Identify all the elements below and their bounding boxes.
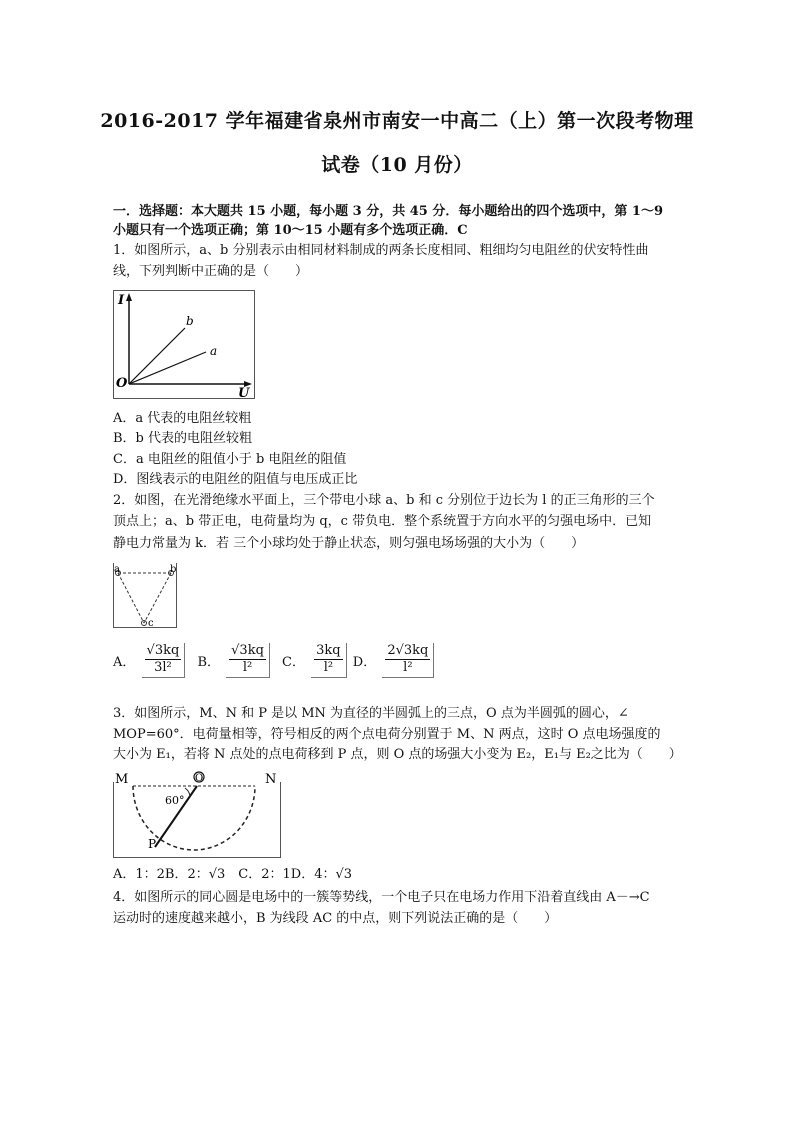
q2-option-b-denominator: l² bbox=[242, 660, 253, 675]
q2-triangle-figure bbox=[113, 563, 179, 629]
q2-options-row bbox=[113, 643, 436, 678]
q1-option-c: C．a 电阻丝的阻值小于 b 电阻丝的阻值 bbox=[113, 452, 347, 467]
q2-label-b: b bbox=[170, 564, 177, 575]
q2-option-d-denominator: l² bbox=[403, 660, 413, 675]
q3-stem-line2: MOP=60°．电荷量相等，符号相反的两个点电荷分别置于 M、N 两点，这时 O 点电场强度的 bbox=[113, 727, 661, 742]
q2-option-b-fraction bbox=[226, 643, 270, 678]
q2-label-a: a bbox=[114, 564, 120, 575]
q2-option-d-numerator: 2√3kq bbox=[387, 643, 429, 658]
q3-label-angle: 60° bbox=[165, 794, 185, 807]
q1-x-label: U bbox=[238, 386, 250, 401]
section-instruction-line1: 一．选择题：本大题共 15 小题，每小题 3 分，共 45 分．每小题给出的四个选项中，第 1～9 bbox=[113, 204, 663, 219]
q4-stem-line1: 4．如图所示的同心圆是电场中的一簇等势线，一个电子只在电场力作用下沿着直线由 A－→C bbox=[113, 890, 650, 905]
q2-side-bc bbox=[144, 573, 171, 623]
q2-side-ac bbox=[118, 573, 144, 623]
q3-options: A．1：2B．2：√3 C．2：1D．4：√3 bbox=[113, 867, 353, 882]
q1-label-a: a bbox=[210, 344, 218, 358]
q1-y-label: I bbox=[118, 293, 125, 308]
q2-option-a-denominator: 3l² bbox=[154, 660, 172, 675]
q2-option-b-numerator: √3kq bbox=[231, 643, 264, 658]
q2-option-c-denominator: l² bbox=[323, 660, 334, 675]
q2-option-d-label: D． bbox=[352, 655, 377, 670]
q2-option-a-label: A． bbox=[113, 655, 136, 670]
q3-stem-line3: 大小为 E₁，若将 N 点处的点电荷移到 P 点，则 O 点的场强大小变为 E₂，E₁与 E₂之比为（ ） bbox=[113, 747, 682, 762]
q2-label-c: c bbox=[148, 618, 154, 629]
q3-angle-arc bbox=[185, 788, 190, 796]
q1-origin-label: O bbox=[116, 376, 128, 391]
q1-label-b: b bbox=[186, 314, 194, 328]
q1-line-b bbox=[129, 328, 185, 384]
q2-option-a-numerator: √3kq bbox=[146, 643, 180, 658]
q2-stem-line3: 静电力常量为 k．若 三个小球均处于静止状态，则匀强电场场强的大小为（ ） bbox=[113, 536, 585, 551]
q1-stem-line1: 1．如图所示，a、b 分别表示由相同材料制成的两条长度相同、粗细均匀电阻丝的伏安特性曲 bbox=[113, 243, 649, 258]
section-instruction-line2: 小题只有一个选项正确；第 10～15 小题有多个选项正确．C bbox=[113, 223, 468, 238]
q2-option-c-label: C． bbox=[282, 655, 305, 670]
exam-title-line1: 2016-2017 学年福建省泉州市南安一中高二（上）第一次段考物理 bbox=[100, 110, 694, 132]
q3-semicircle-figure bbox=[113, 768, 281, 860]
q1-stem-line2: 线，下列判断中正确的是（ ） bbox=[113, 264, 309, 279]
q1-option-a: A．a 代表的电阻丝较粗 bbox=[113, 411, 252, 426]
q3-label-n: N bbox=[265, 772, 277, 787]
q1-iu-graph bbox=[113, 290, 258, 402]
q2-option-c-numerator: 3kq bbox=[316, 643, 341, 658]
q2-stem-line1: 2．如图，在光滑绝缘水平面上，三个带电小球 a、b 和 c 分别位于边长为 l 的正三角形的三个 bbox=[113, 493, 655, 508]
q3-label-o: O bbox=[195, 773, 204, 784]
q1-y-axis-arrow bbox=[126, 293, 132, 301]
q3-label-p: P bbox=[148, 837, 157, 851]
q2-stem-line2: 顶点上；a、b 带正电，电荷量均为 q，c 带负电．整个系统置于方向水平的匀强电场中．已知 bbox=[113, 514, 652, 529]
q3-stem-line1: 3．如图所示，M、N 和 P 是以 MN 为直径的半圆弧上的三点，O 点为半圆弧的圆心，∠ bbox=[113, 706, 629, 721]
q1-line-a bbox=[129, 352, 206, 384]
q3-label-m: M bbox=[115, 772, 129, 787]
q2-option-b-label: B． bbox=[197, 655, 220, 670]
q2-option-c-fraction bbox=[311, 643, 346, 678]
q2-option-d-fraction bbox=[382, 643, 434, 678]
q1-option-b: B．b 代表的电阻丝较粗 bbox=[113, 431, 253, 446]
q2-option-a-fraction bbox=[142, 643, 186, 678]
q4-stem-line2: 运动时的速度越来越小，B 为线段 AC 的中点，则下列说法正确的是（ ） bbox=[113, 911, 558, 926]
q1-option-d: D．图线表示的电阻丝的阻值与电压成正比 bbox=[113, 472, 358, 487]
exam-title-line2: 试卷（10 月份） bbox=[321, 154, 473, 176]
